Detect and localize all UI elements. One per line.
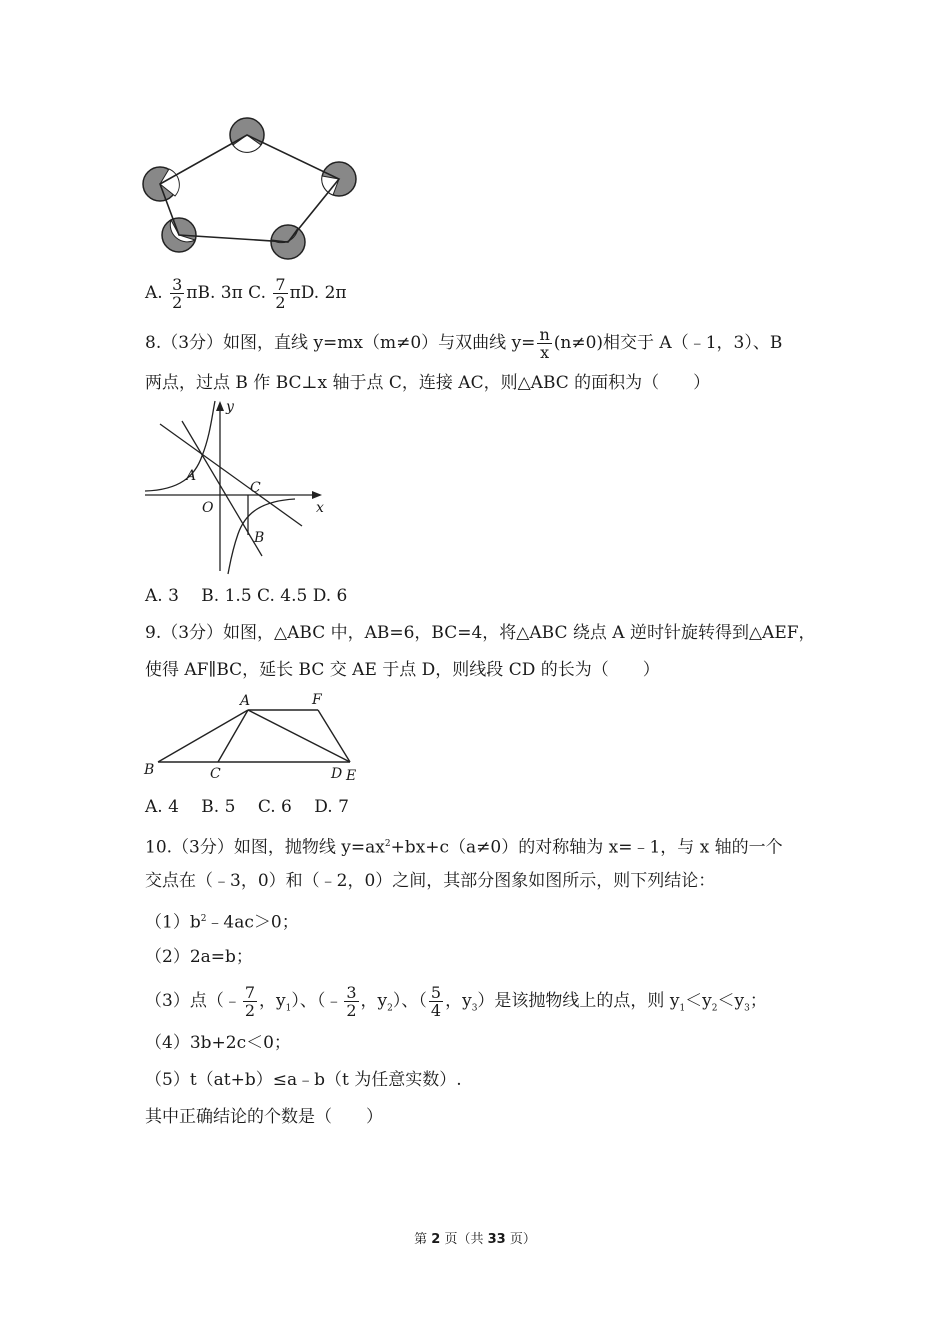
- q8-line1: 8.（3分）如图，直线 y=mx（m≠0）与双曲线 y= $\frac{n}{x}$ (n≠0)相交于 A（﹣1，3）、B: [145, 325, 783, 362]
- segment-ac: [218, 710, 248, 762]
- q10-statement-3: （3）点（﹣ $\frac{7}{2}$ ，$y_1$）、（﹣ $\frac{3}{2}$ ，$y_2$）、（ $\frac{5}{4}$ ，$y_3$）是该抛物线上的点，则 $y_1<y_2<y_3$；: [145, 983, 767, 1020]
- q8-hyperbola-fraction: $\frac{n}{x}$: [539, 325, 550, 362]
- q10-statement-1: $(1)b^2﹣4ac>0$；: [145, 912, 299, 933]
- line-ac: [160, 424, 302, 526]
- label-a: A: [240, 693, 251, 709]
- q10-statement-5: （5）t（at+b）≤a﹣b（t 为任意实数）.: [145, 1070, 462, 1090]
- label-c: C: [250, 480, 261, 496]
- q7-option-b: B. 3π: [197, 283, 243, 303]
- q7-option-c-fraction: $\frac{7}{2}$: [275, 275, 286, 312]
- q7-option-d: D. 2π: [300, 283, 347, 303]
- q9-triangle-figure: [140, 690, 370, 785]
- q7-option-a-label: A.: [145, 283, 163, 303]
- label-b: B: [144, 762, 155, 778]
- label-o: O: [202, 500, 214, 516]
- q10-line1: 10.（3分）如图，抛物线 $y=ax^2+bx+c(a\ne 0)$的对称轴为 x=﹣1，与 x 轴的一个: [145, 837, 783, 858]
- q7-options: A. $\frac{3}{2}$ πB. 3π C. $\frac{7}{2}$ πD. 2π: [145, 275, 347, 312]
- q8-hyperbola-figure: [140, 396, 340, 576]
- q10-question: 其中正确结论的个数是（ ）: [145, 1107, 383, 1127]
- page-number: 2: [431, 1232, 441, 1247]
- label-d: D: [331, 766, 343, 782]
- label-x: x: [316, 500, 324, 516]
- q9-options: A. 4 B. 5 C. 6 D. 7: [145, 797, 349, 817]
- label-f: F: [312, 692, 322, 708]
- page-total: 33: [487, 1232, 506, 1247]
- page-footer: 第 2 页（共 33 页）: [414, 1232, 536, 1247]
- q9-line1: 9.（3分）如图，△ABC 中，AB=6，BC=4，将△ABC 绕点 A 逆时针旋转得到△AEF，: [145, 623, 816, 643]
- label-c: C: [210, 766, 221, 782]
- q7-pentagon-figure: [135, 110, 365, 270]
- label-e: E: [346, 768, 357, 784]
- label-y: y: [226, 399, 234, 415]
- q7-option-c-label: C.: [248, 283, 266, 303]
- q8-line2: 两点，过点 B 作 BC⊥x 轴于点 C，连接 AC，则△ABC 的面积为（ ）: [145, 373, 711, 393]
- q10-statement-2: （2）2a=b；: [145, 947, 253, 967]
- label-b: B: [254, 530, 265, 546]
- q7-option-a-fraction: $\frac{3}{2}$: [172, 275, 183, 312]
- q10-statement-4: （4）3b+2c＜0；: [145, 1033, 291, 1053]
- q9-line2: 使得 AF∥BC，延长 BC 交 AE 于点 D，则线段 CD 的长为（ ）: [145, 660, 660, 680]
- q8-options: A. 3 B. 1.5 C. 4.5 D. 6: [145, 586, 348, 606]
- segment-ab: [158, 710, 248, 762]
- label-a: A: [186, 468, 197, 484]
- hyperbola-branch-upper: [145, 401, 215, 491]
- q10-line2: 交点在（﹣3，0）和（﹣2，0）之间，其部分图象如图所示，则下列结论：: [145, 871, 716, 891]
